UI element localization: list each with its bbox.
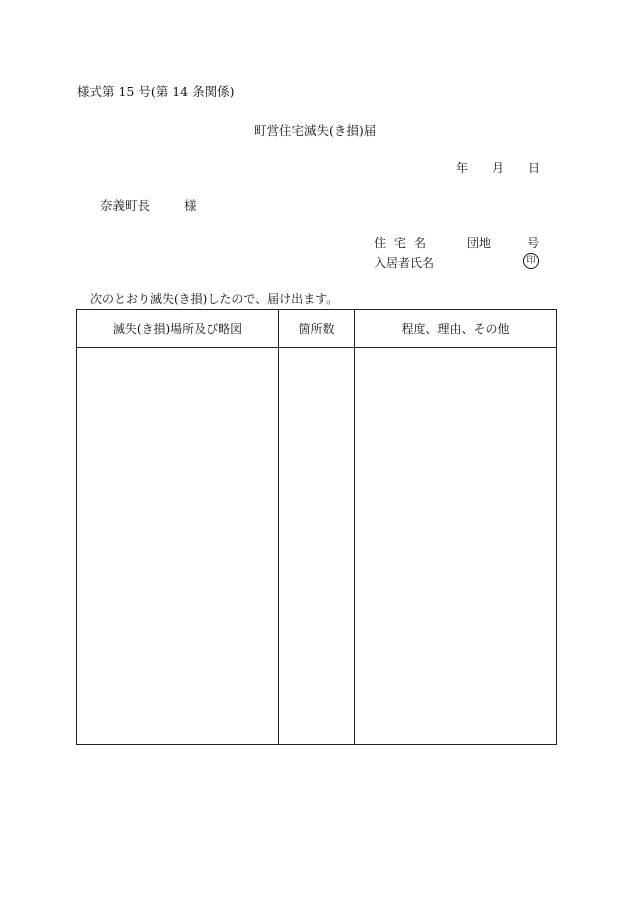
form-number: 様式第 15 号(第 14 条関係) [77,84,235,99]
table-row [77,348,557,745]
column-header-details: 程度、理由、その他 [355,310,557,348]
column-header-location: 滅失(き損)場所及び略図 [77,310,279,348]
residence-name-label: 住宅名 [374,236,435,250]
details-cell[interactable] [355,348,557,745]
date-day-label: 日 [528,161,541,175]
damage-report-table [76,309,557,745]
date-year-label: 年 [456,161,469,175]
document-title: 町営住宅滅失(き損)届 [254,123,377,138]
intro-text: 次のとおり滅失(き損)したので、届け出ます。 [90,292,339,306]
addressee-name: 奈義町長 [100,198,151,213]
date-month-label: 月 [492,161,505,175]
resident-name-label: 入居者氏名 [374,256,435,270]
addressee-honorific: 様 [184,198,197,213]
seal-icon: 印 [523,253,539,269]
location-sketch-cell[interactable] [77,348,279,745]
danchi-label: 団地 [467,236,492,250]
table-header-row [77,310,557,348]
column-header-count: 箇所数 [279,310,355,348]
count-cell[interactable] [279,348,355,745]
unit-number-label: 号 [527,236,540,250]
